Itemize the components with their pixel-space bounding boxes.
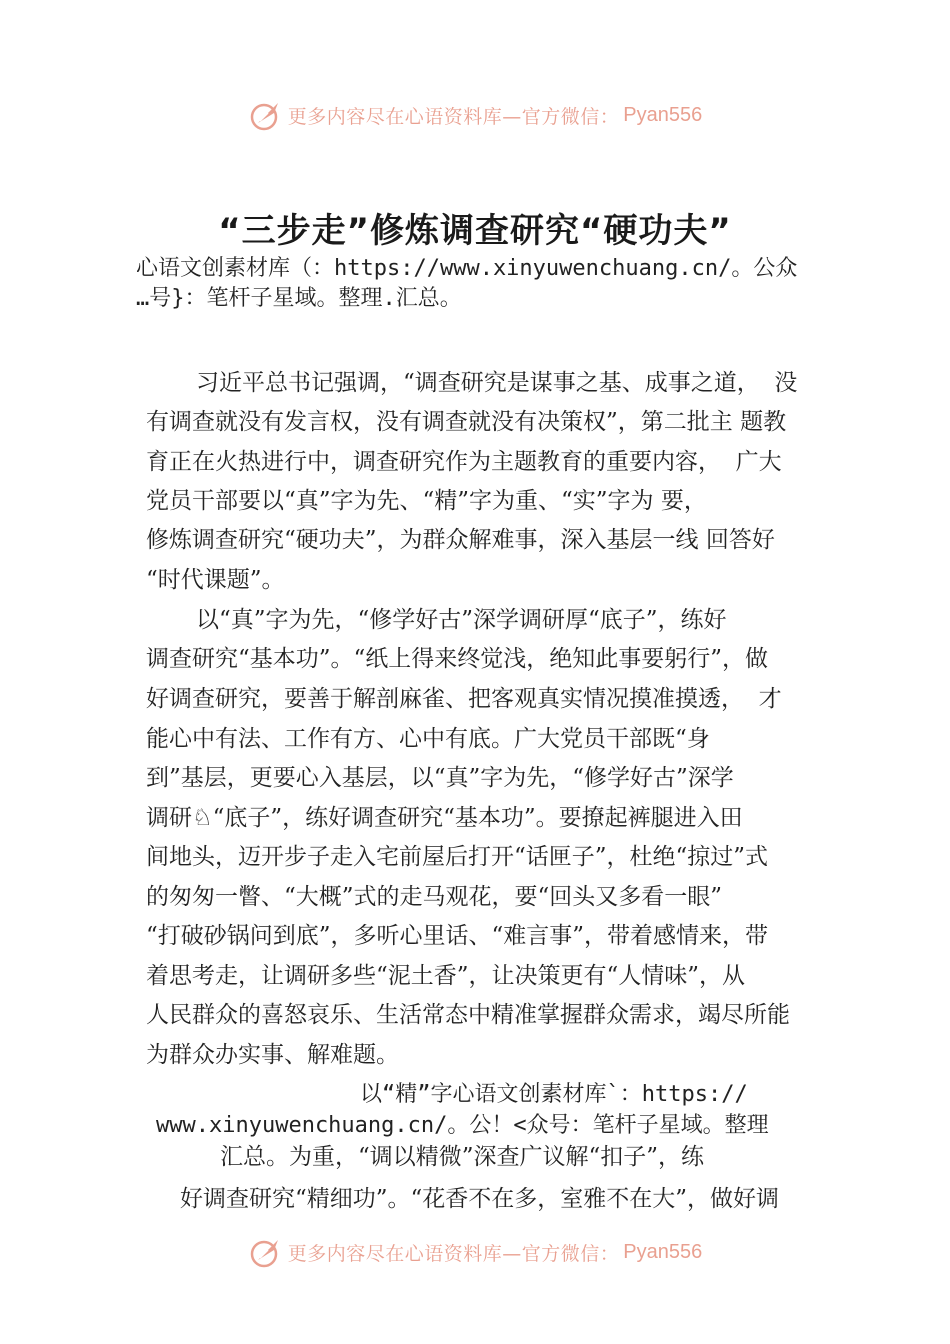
paragraph-line: 育正在火热进行中，调查研究作为主题教育的重要内容， 广大: [146, 449, 782, 475]
paragraph-line: 到”基层，更要心入基层，以“真”字为先，“修学好古”深学: [146, 765, 734, 791]
paragraph-line: 好调查研究“精细功”。“花香不在多，室雅不在大”，做好调: [180, 1186, 780, 1212]
paragraph-line: 人民群众的喜怒哀乐、生活常态中精准掌握群众需求，竭尽所能: [146, 1002, 790, 1028]
paragraph-line: 以“精”字心语文创素材库`：https://: [360, 1082, 748, 1107]
paragraph-line: 党员干部要以“真”字为先、“精”字为重、“实”字为 要，: [146, 488, 707, 514]
paragraph-line: 有调查就没有发言权，没有调查就没有决策权”，第二批主 题教: [146, 409, 787, 435]
paragraph-line: 习近平总书记强调，“调查研究是谋事之基、成事之道， 没: [196, 370, 798, 396]
quill-logo-icon: [248, 1234, 284, 1270]
paragraph-line: 汇总。为重，“调以精微”深查广议解“扣子”，练: [220, 1144, 705, 1170]
source-line: 心语文创素材库（：https://www.xinyuwenchuang.cn/。公众: [136, 256, 798, 281]
document-title: “三步走”修炼调查研究“硬功夫”: [218, 211, 732, 251]
paragraph-line: 好调查研究，要善于解剖麻雀、把客观真实情况摸准摸透， 才: [146, 686, 782, 712]
paragraph-line: “打破砂锅问到底”，多听心里话、“难言事”，带着感情来，带: [146, 923, 769, 949]
paragraph-line: “时代课题”。: [146, 567, 285, 593]
paragraph-line: 修炼调查研究“硬功夫”，为群众解难事，深入基层一线 回答好: [146, 527, 775, 553]
header-banner: [0, 95, 950, 135]
paragraph-line: 以“真”字为先，“修学好古”深学调研厚“底子”，练好: [196, 607, 727, 633]
paragraph-line: 间地头，迈开步子走入宅前屋后打开“话匣子”，杜绝“掠过”式: [146, 844, 769, 870]
paragraph-line: www.xinyuwenchuang.cn/。公！<众号：笔杆子星域。整理: [156, 1113, 769, 1138]
banner-text: 更多内容尽在心语资料库—官方微信：: [287, 1242, 620, 1265]
paragraph-line: 调查研究“基本功”。“纸上得来终觉浅，绝知此事要躬行”，做: [146, 646, 769, 672]
quill-logo-icon: [248, 97, 284, 133]
paragraph-line: 能心中有法、工作有方、心中有底。广大党员干部既“身: [146, 726, 710, 752]
paragraph-line: 的匆匆一瞥、“大概”式的走马观花，要“回头又多看一眼”: [146, 884, 723, 910]
paragraph-line: 着思考走，让调研多些“泥土香”，让决策更有“人情味”，从: [146, 963, 746, 989]
wechat-id: Pyan556: [623, 103, 703, 126]
paragraph-line: 调研♘“底子”，练好调查研究“基本功”。要撩起裤腿进入田: [146, 805, 743, 831]
paragraph-line: 为群众办实事、解难题。: [146, 1042, 399, 1068]
footer-banner: [0, 1232, 950, 1272]
banner-text: 更多内容尽在心语资料库—官方微信：: [287, 105, 620, 128]
wechat-id: Pyan556: [623, 1240, 703, 1263]
source-line: …号}：笔杆子星域。整理.汇总。: [136, 286, 462, 311]
